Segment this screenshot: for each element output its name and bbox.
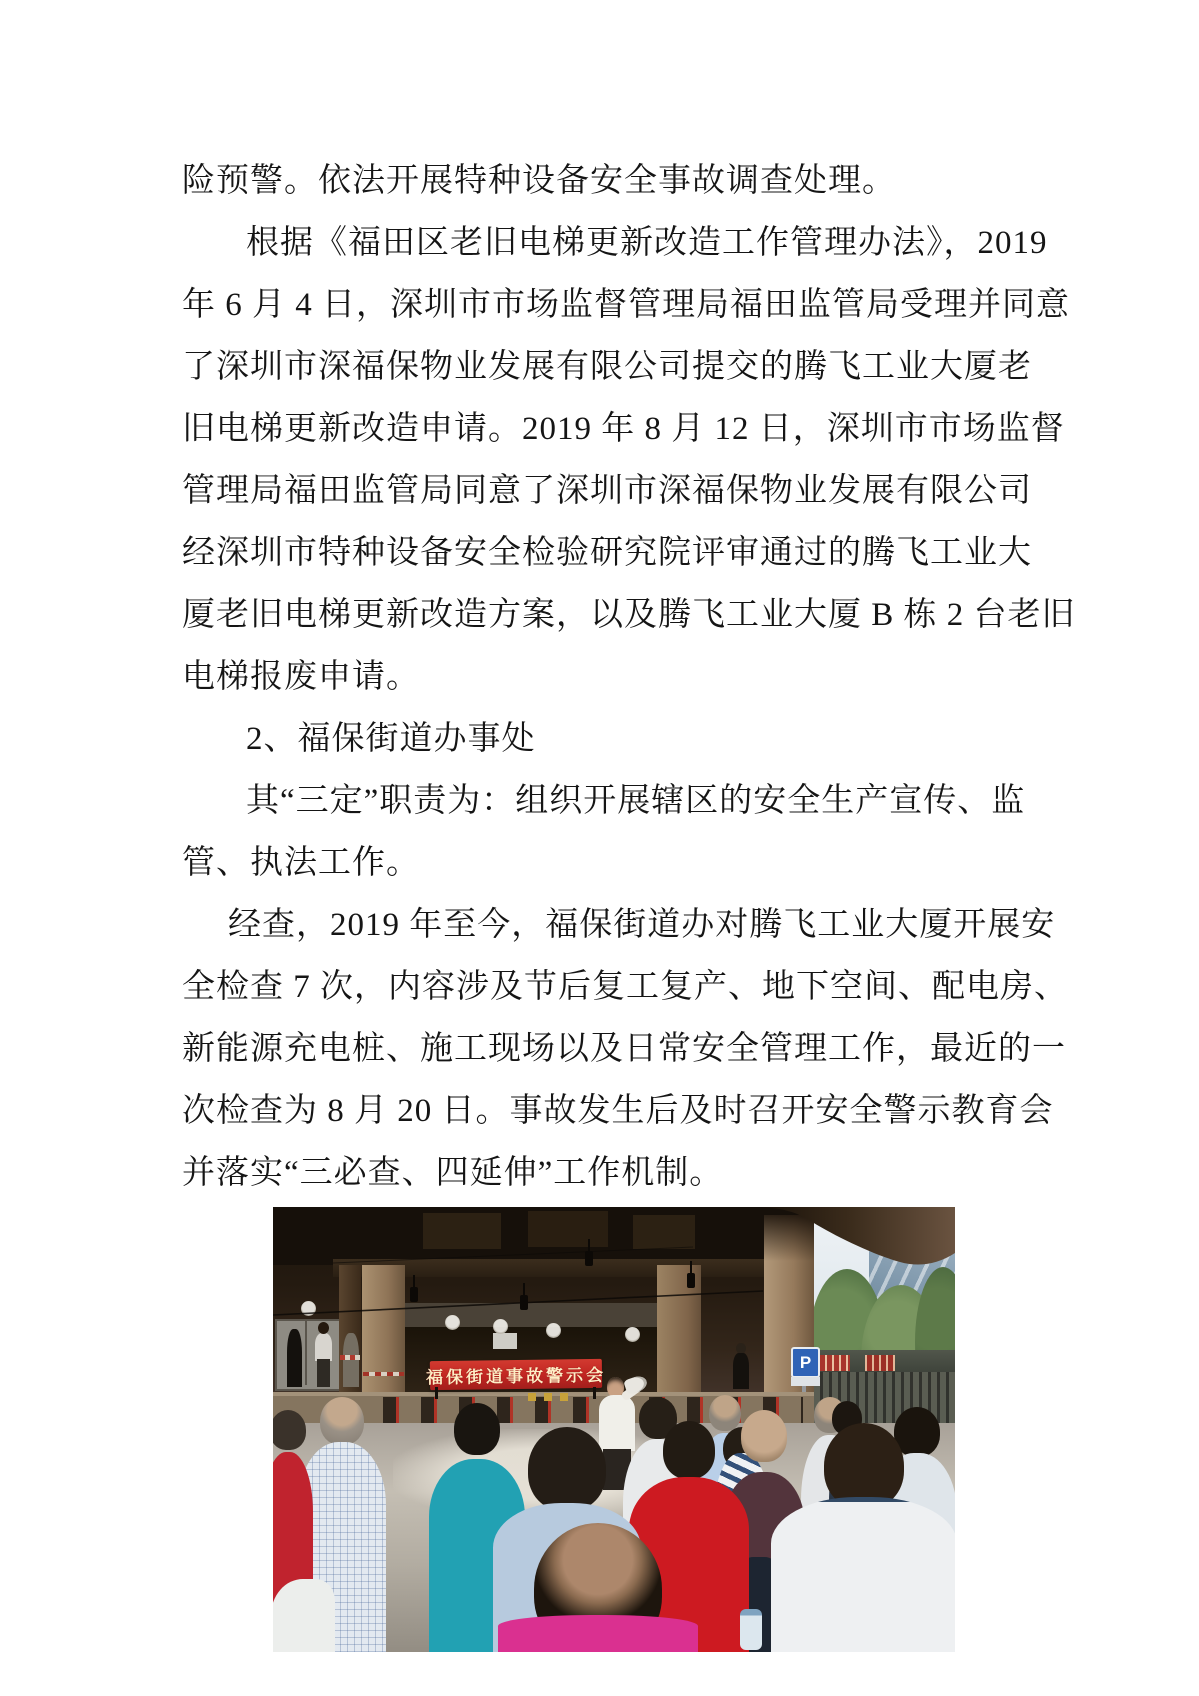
body-text — [182, 150, 1076, 1204]
yellow-tape-items — [528, 1393, 574, 1401]
text-line: 其“三定”职责为：组织开展辖区的安全生产宣传、监 — [246, 783, 1026, 819]
text-line: 厦老旧电梯更新改造方案，以及腾飞工业大厦 B 栋 2 台老旧 — [182, 597, 1076, 633]
guard-body — [733, 1353, 749, 1389]
text-line: 年 6 月 4 日，深圳市市场监督管理局福田监管局受理并同意 — [182, 287, 1070, 323]
water-bottle — [740, 1609, 762, 1650]
text-line: 了深圳市深福保物业发展有限公司提交的腾飞工业大厦老 — [182, 349, 1032, 385]
crowd-person — [771, 1423, 955, 1652]
shoulder-towel — [273, 1579, 335, 1652]
text-line: 管理局福田监管局同意了深圳市深福保物业发展有限公司 — [182, 473, 1032, 509]
text-line: 根据《福田区老旧电梯更新改造工作管理办法》，2019 — [246, 225, 1048, 261]
text-line: 新能源充电桩、施工现场以及日常安全管理工作，最近的一 — [182, 1031, 1066, 1067]
text-line: 旧电梯更新改造申请。2019 年 8 月 12 日，深圳市市场监督 — [182, 411, 1065, 447]
event-banner-text: 福保街道事故警示会 — [425, 1365, 607, 1388]
megaphone-icon — [623, 1374, 649, 1395]
parking-sign — [791, 1347, 820, 1378]
crowd-person-front — [498, 1523, 698, 1652]
text-line: 管、执法工作。 — [182, 845, 420, 881]
text-line: 经查，2019 年至今，福保街道办对腾飞工业大厦开展安 — [228, 907, 1056, 943]
text-line: 并落实“三必查、四延伸”工作机制。 — [182, 1155, 724, 1191]
meeting-photo — [273, 1207, 955, 1652]
text-line-section-heading: 2、福保街道办事处 — [246, 721, 536, 757]
banner-stand — [435, 1387, 438, 1399]
text-line: 电梯报废申请。 — [182, 659, 420, 695]
text-line: 次检查为 8 月 20 日。事故发生后及时召开安全警示教育会 — [182, 1093, 1054, 1129]
text-line: 全检查 7 次，内容涉及节后复工复产、地下空间、配电房、 — [182, 969, 1068, 1005]
parking-sign-label: P — [799, 1353, 812, 1372]
parking-sign-plate — [791, 1377, 820, 1386]
text-line: 经深圳市特种设备安全检验研究院评审通过的腾飞工业大 — [182, 535, 1032, 571]
guard-figure — [732, 1343, 750, 1389]
text-line: 险预警。依法开展特种设备安全事故调查处理。 — [182, 163, 896, 199]
event-banner — [425, 1359, 607, 1390]
